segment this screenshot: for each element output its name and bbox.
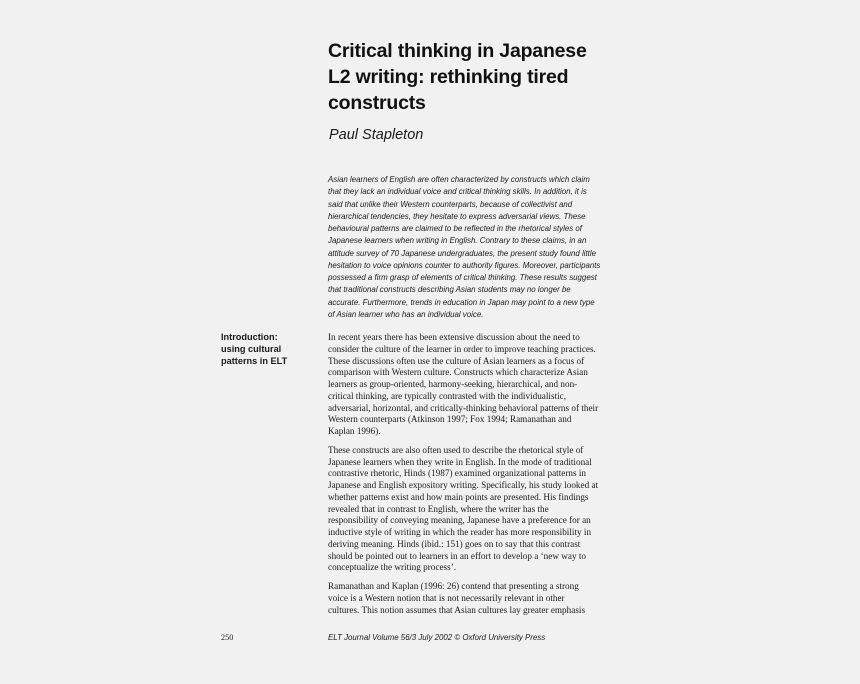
abstract-line: hesitation to voice opinions counter to authority figures. Moreover, participants [328, 260, 601, 270]
body-line: In recent years there has been extensive discussion about the need to [328, 332, 580, 342]
title-line: Critical thinking in Japanese [328, 40, 587, 62]
body-line: learners as group-oriented, harmony-seeking, hierarchical, and non- [328, 379, 578, 389]
abstract-line: Japanese learners when writing in English. Contrary to these claims, in an [328, 236, 587, 246]
author-name: Paul Stapleton [329, 127, 424, 143]
body-line: consider the culture of the learner in order to improve teaching practices. [328, 343, 596, 354]
abstract-line: behavioural patterns are claimed to be reflected in the rhetorical styles of [328, 224, 582, 233]
abstract-line: Asian learners of English are often characterized by constructs which claim [328, 175, 590, 184]
body-line: cultures. This notion assumes that Asian cultures lay greater emphasis [328, 604, 586, 615]
abstract-line: accurate. Furthermore, trends in education in Japan may point to a new type [328, 297, 595, 307]
body-line: voice is a Western notion that is not necessarily relevant in other [328, 592, 565, 603]
abstract-line: said that unlike their Western counterparts, because of collectivist and [328, 199, 573, 209]
abstract-line: hierarchical tendencies, they hesitate to express adversarial views. These [328, 211, 586, 221]
section-heading [221, 332, 316, 367]
body-line: inductive style of writing in which the reader has more responsibility in [328, 527, 592, 537]
body-line: These discussions often use the culture of Asian learners as a focus of [328, 355, 585, 366]
section-heading-line: Introduction: [221, 332, 278, 342]
abstract-line: that traditional constructs describing Asian students may no longer be [328, 285, 571, 295]
abstract-line: possessed a firm grasp of elements of critical thinking. These results suggest [328, 273, 597, 282]
body-line: Ramanathan and Kaplan (1996: 26) contend that presenting a strong [328, 581, 579, 591]
body-line: conceptualize the writing process’. [328, 562, 457, 573]
body-text [328, 332, 648, 623]
body-line: Western counterparts (Atkinson 1997; Fox 1994; Ramanathan and [328, 414, 572, 425]
title-line: L2 writing: rethinking tired [328, 66, 569, 88]
abstract-line: of Asian learner who has an individual voice. [328, 309, 484, 319]
article-title [328, 38, 648, 116]
body-line: Japanese learners when they write in English. In the mode of traditional [328, 456, 592, 467]
section-heading-line: using cultural [221, 343, 282, 354]
abstract-line: that they lack an individual voice and critical thinking skills. In addition, it is [328, 187, 587, 197]
abstract [328, 174, 648, 321]
body-line: deriving meaning. Hinds (ibid.: 151) goes on to say that this contrast [328, 538, 581, 549]
body-line: should be pointed out to learners in an effort to develop a ‘new way to [328, 550, 587, 561]
section-heading-line: patterns in ELT [221, 355, 288, 366]
title-line: constructs [328, 92, 426, 114]
body-line: Kaplan 1996). [328, 426, 381, 436]
body-line: whether patterns exist and how main points are presented. His findings [328, 491, 589, 502]
body-line: revealed that in contrast to English, where the writer has the [328, 503, 549, 514]
paragraph [328, 332, 648, 438]
body-line: Japanese and English expository writing. Specifically, his study looked at [328, 480, 599, 490]
body-line: comparison with Western culture. Constructs which characterize Asian [328, 367, 588, 378]
journal-footer: ELT Journal Volume 56/3 July 2002 © Oxford University Press [328, 633, 546, 642]
paragraph [328, 581, 648, 616]
abstract-line: attitude survey of 70 Japanese undergraduates, the present study found little [328, 248, 597, 258]
paragraph [328, 445, 648, 574]
body-line: These constructs are also often used to describe the rhetorical style of [328, 444, 584, 455]
body-line: critical thinking, are typically contrasted with the individualistic, [328, 390, 567, 401]
body-line: adversarial, horizontal, and critically-thinking behavioral patterns of their [328, 402, 599, 413]
body-line: contrastive rhetoric, Hinds (1987) examined organizational patterns in [328, 468, 587, 479]
body-line: responsibility of conveying meaning, Japanese have a preference for an [328, 515, 591, 526]
page-number: 250 [221, 633, 234, 642]
